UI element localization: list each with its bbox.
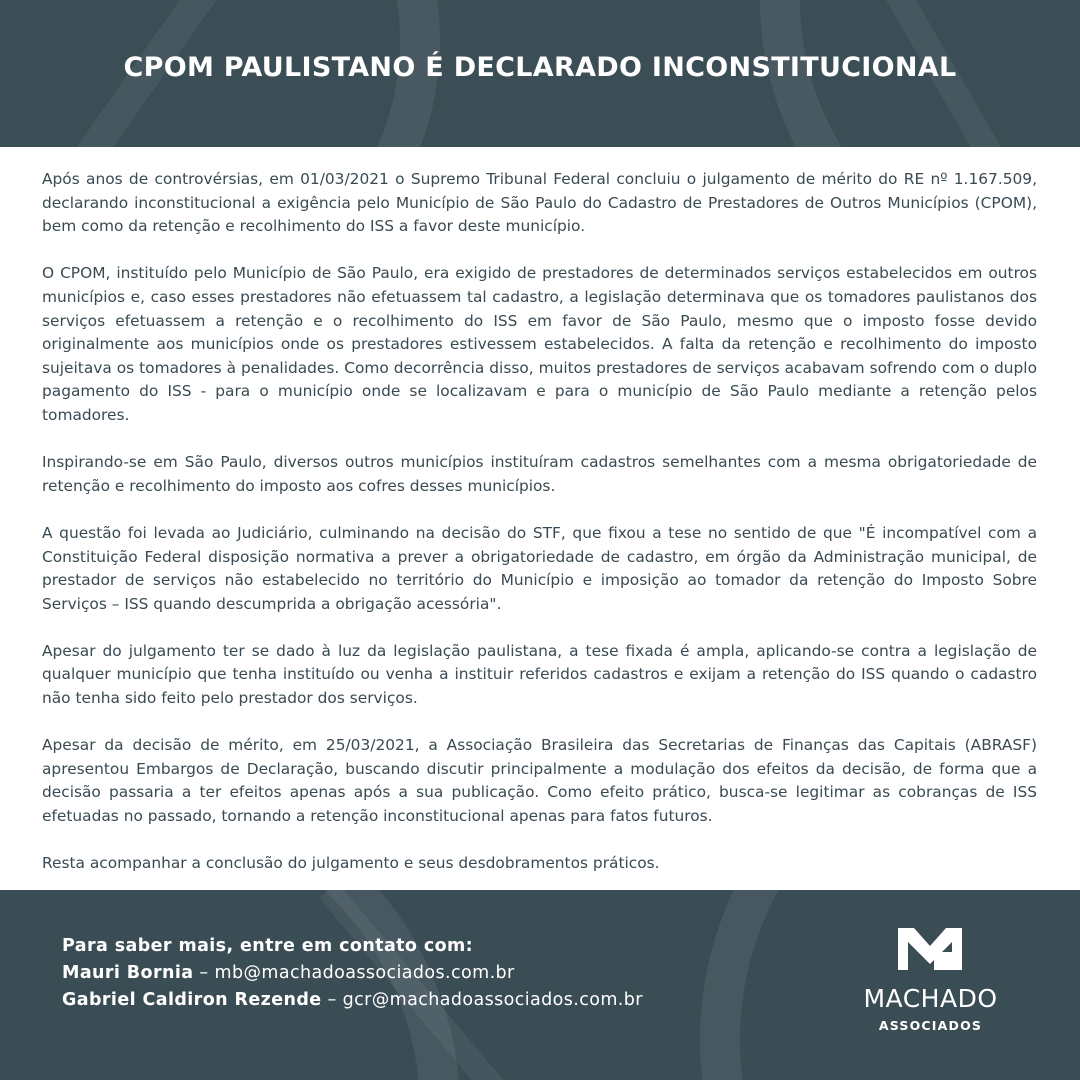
page-title: CPOM PAULISTANO É DECLARADO INCONSTITUCIONAL — [123, 52, 957, 83]
paragraph: Apesar da decisão de mérito, em 25/03/2021, a Associação Brasileira das Secretarias de Finanças das Capitais (ABRASF) apresentou Embargos de Declaração, buscando discutir principalmente a modulação dos efeitos da decisão, de forma que a decisão passaria a ter efeitos apenas após a sua publicação. Como efeito prático, busca-se legitimar as cobranças de ISS efetuadas no passado, tornando a retenção inconstitucional apenas para fatos futuros. — [42, 736, 1037, 826]
contact-line — [62, 960, 643, 987]
contact-separator: – — [321, 990, 343, 1010]
paragraph: A questão foi levada ao Judiciário, culminando na decisão do STF, que fixou a tese no sentido de que "É incompatível com a Constituição Federal disposição normativa a prever a obrigatoriedade de cadastro, em órgão da Administração municipal, de prestador de serviços não estabelecido no território do Município e imposição ao tomador da retenção do Imposto Sobre Serviços – ISS quando descumprida a obrigação acessória". — [42, 523, 1037, 613]
machado-m-logo-icon — [848, 924, 1013, 976]
paragraph: O CPOM, instituído pelo Município de São Paulo, era exigido de prestadores de determinados serviços estabelecidos em outros municípios e, caso esses prestadores não efetuassem tal cadastro, a legislação determinava que os tomadores paulistanos dos serviços efetuassem a retenção e o recolhimento do ISS em favor de São Paulo, mesmo que o imposto fosse devido originalmente aos municípios onde os prestadores estivessem estabelecidos. A falta da retenção e recolhimento do imposto sujeitava os tomadores à penalidades. Como decorrência disso, muitos prestadores de serviços acabavam sofrendo com o duplo pagamento do ISS - para o município onde se localizavam e para o município de São Paulo mediante a retenção pelos tomadores. — [42, 264, 1037, 424]
paragraph: Apesar do julgamento ter se dado à luz da legislação paulistana, a tese fixada é ampla, aplicando-se contra a legislação de qualquer município que tenha instituído ou venha a instituir referidos cadastros e exijam a retenção do ISS quando o cadastro não tenha sido feito pelo prestador dos serviços. — [42, 641, 1037, 708]
contact-email[interactable]: mb@machadoassociados.com.br — [214, 963, 515, 983]
contact-name: Gabriel Caldiron Rezende — [62, 990, 322, 1010]
contact-separator: – — [193, 963, 215, 983]
paragraph: Após anos de controvérsias, em 01/03/2021 o Supremo Tribunal Federal concluiu o julgamento de mérito do RE nº 1.167.509, declarando inconstitucional a exigência pelo Município de São Paulo do Cadastro de Prestadores de Outros Municípios (CPOM), bem como da retenção e recolhimento do ISS a favor deste município. — [42, 170, 1037, 236]
contact-block — [62, 933, 643, 1014]
contact-email[interactable]: gcr@machadoassociados.com.br — [342, 990, 643, 1010]
contact-line — [62, 987, 643, 1014]
company-logo — [848, 924, 1013, 1044]
header-banner — [0, 0, 1080, 147]
paragraph: Resta acompanhar a conclusão do julgamento e seus desdobramentos práticos. — [42, 854, 660, 873]
article-body — [42, 168, 1037, 899]
contact-heading: Para saber mais, entre em contato com: — [62, 936, 474, 956]
contact-name: Mauri Bornia — [62, 963, 194, 983]
logo-wordmark: MACHADO — [863, 984, 998, 1013]
footer-banner — [0, 890, 1080, 1080]
paragraph: Inspirando-se em São Paulo, diversos outros municípios instituíram cadastros semelhantes com a mesma obrigatoriedade de retenção e recolhimento do imposto aos cofres desses municípios. — [42, 453, 1037, 495]
logo-subtitle: ASSOCIADOS — [878, 1018, 983, 1033]
